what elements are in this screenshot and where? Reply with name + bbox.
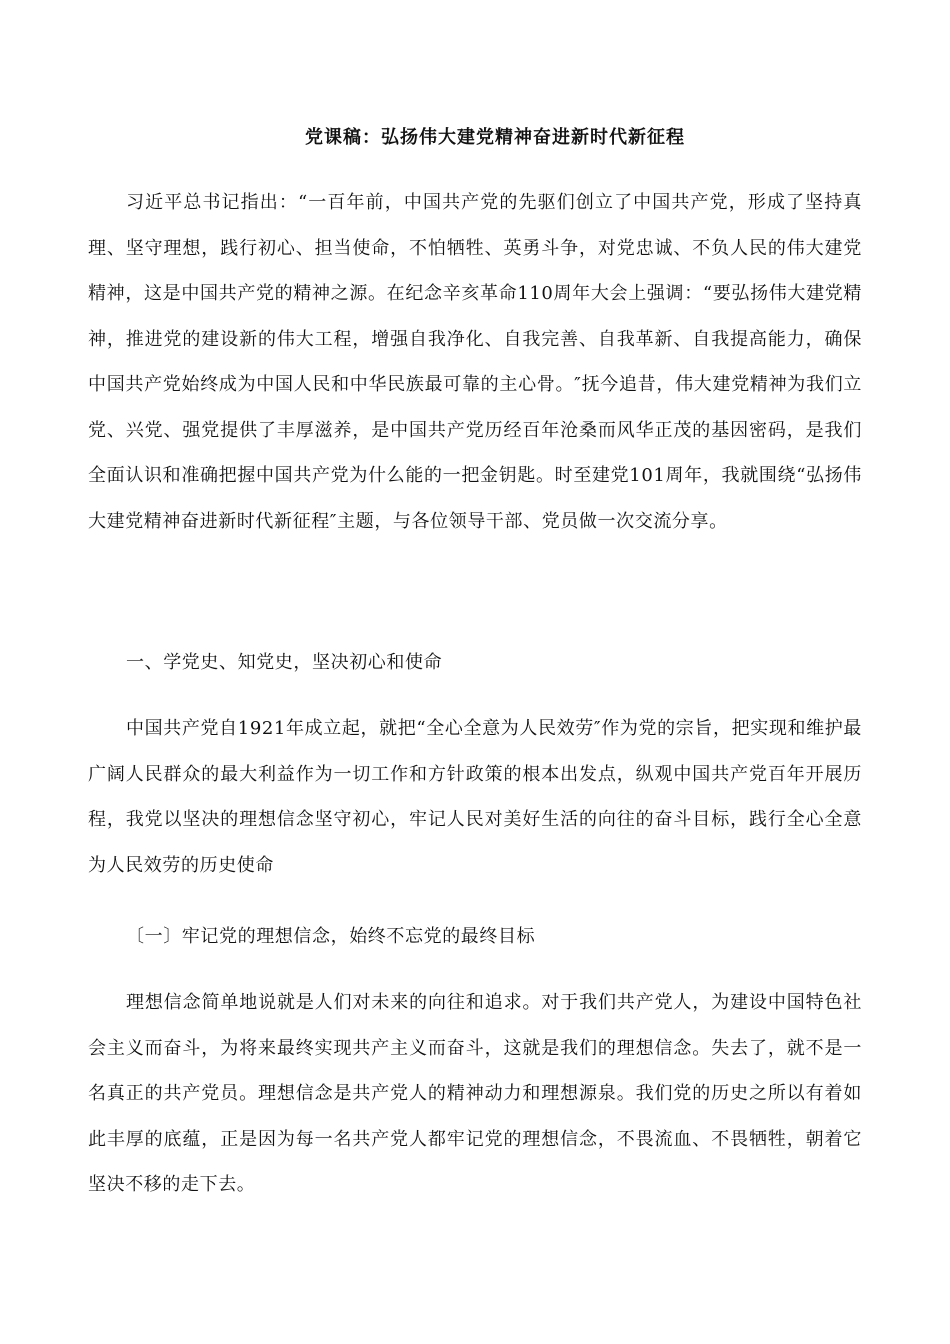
paragraph-section-1: 中国共产党自1921年成立起，就把“全心全意为人民效劳″作为党的宗旨，把实现和维护最广阔人民群众的最大利益作为一切工作和方针政策的根本出发点，纵观中国共产党百年开展历程，我党以坚决的理想信念坚守初心，牢记人民对美好生活的向往的奋斗目标，践行全心全意为人民效劳的历史使命 [88,718,862,876]
document-title: 党课稿：弘扬伟大建党精神奋进新时代新征程 [305,127,685,148]
subsection-heading-1: 〔一〕牢记党的理想信念，始终不忘党的最终目标 [126,926,536,947]
paragraph-subsection-1: 理想信念简单地说就是人们对未来的向往和追求。对于我们共产党人，为建设中国特色社会主义而奋斗，为将来最终实现共产主义而奋斗，这就是我们的理想信念。失去了，就不是一名真正的共产党员。理想信念是共产党人的精神动力和理想源泉。我们党的历史之所以有着如此丰厚的底蕴，正是因为每一名共产党人都牢记党的理想信念，不畏流血、不畏牺牲，朝着它坚决不移的走下去。 [88,992,862,1195]
paragraph-intro: 习近平总书记指出：“一百年前，中国共产党的先驱们创立了中国共产党，形成了坚持真理、坚守理想，践行初心、担当使命，不怕牺牲、英勇斗争，对党忠诚、不负人民的伟大建党精神，这是中国共产党的精神之源。在纪念辛亥革命110周年大会上强调：“要弘扬伟大建党精神，推进党的建设新的伟大工程，增强自我净化、自我完善、自我革新、自我提高能力，确保中国共产党始终成为中国人民和中华民族最可靠的主心骨。″抚今追昔，伟大建党精神为我们立党、兴党、强党提供了丰厚滋养，是中国共产党历经百年沧桑而风华正茂的基因密码，是我们全面认识和准确把握中国共产党为什么能的一把金钥匙。时至建党101周年，我就围绕“弘扬伟大建党精神奋进新时代新征程″主题，与各位领导干部、党员做一次交流分享。 [88,192,862,532]
section-heading-1: 一、学党史、知党史，坚决初心和使命 [126,652,443,673]
